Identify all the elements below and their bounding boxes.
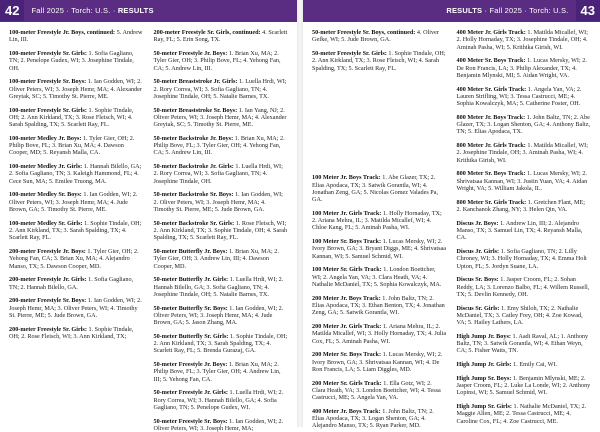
event-title: 50-meter Backstroke Sr. Boys: <box>153 191 234 199</box>
event-title: 100-meter Freestyle Sr. Boys: <box>9 78 87 86</box>
event-results: 1. Sofia Gagliano, TN; 2. Hannah Bilello, GA. <box>9 276 134 291</box>
event-title: 50-meter Breaststroke Sr. Boys: <box>153 106 238 114</box>
event-results: 1. Gretchen Flant, ME; 2. Kanchanok Zhang, NY; 3. Helen Qin, VA. <box>456 198 585 213</box>
event-results: 1. Ella Gotz, WI; 2. Clara Heath, VA; 3. London Boettcher, WI; 4. Tessa Castrucci, ME; 5. Angela Yan, VA. <box>312 379 441 402</box>
result-entry <box>312 238 447 260</box>
event-results: 4. Scarlett Ray, FL; 5. Erin Song, TX. <box>153 29 288 44</box>
event-title: 200 Meter Jr. Girls Track: <box>312 322 382 330</box>
result-entry <box>457 333 592 355</box>
event-title: 200 Meter Sr. Boys Track: <box>312 351 382 359</box>
event-title: 50-meter Freestyle Jr. Boys: <box>153 361 228 369</box>
event-results: 1. Aadi Raval, AL; 1. Anthony Baltz, TN; 3. Satwik Gorantla, WI; 4. Ethan Weyn, CA; 5. Fisher Watts, TN. <box>456 332 589 355</box>
event-results: 1. Sophie Tindale, OH; 2. Ann Kirkland, TX; 3. Sarah Spalding, TX; 4. Scarlett Ray, FL; 5. Brenda Gurazaj, GA. <box>153 332 288 355</box>
event-results: 1. Jasper Croom, FL; 2. Sohan Reddy, LA; 3. Lorenzo Balbo, FL; 4. Willem Russell, TX; 5. Devlin Kennedy, OH. <box>456 276 590 298</box>
event-results: 1. Luella Hrdi, WI; 2. Rory Correa, WI; 3. Sofia Gagliano, TN; 4. Josephine Tindale, OH; 5. Natalie Barnes, TX. <box>153 78 287 100</box>
event-title: Discus Sr. Boys: <box>456 276 499 284</box>
result-entry <box>154 78 289 100</box>
event-title: 400 Meter Sr. Boys Track: <box>456 57 526 65</box>
left-header-section: RESULTS <box>117 6 154 15</box>
event-results: 1. Luella Hrdi, WI; 2. Rory Correa, WI; 3. Sofia Gagliano, TN; 4. Josephine Tindale, OH. <box>153 163 283 185</box>
event-title: Discus Jr. Boys: <box>456 219 499 227</box>
result-entry <box>457 170 592 192</box>
column-blank-space <box>312 78 447 174</box>
result-entry <box>154 248 289 270</box>
event-results: 1. Ariana Mehra, IL; 2. Matilda Micallef, WI; 3. Holly Hornaday, TX; 4. Julia Cox, FL; 5. Aminah Pasha, WI. <box>312 322 447 345</box>
right-header-section: RESULTS <box>446 6 483 15</box>
event-results: 1. Lucas Mersky, WI; 2. De Ron Francis, LA; 3. Philip Alexander, TX; 4. Benjamin Mlynski, MI; 5. Aidan Wright, VA. <box>456 57 587 79</box>
result-entry <box>457 142 592 164</box>
result-entry <box>9 326 144 341</box>
result-entry <box>457 220 592 242</box>
event-results: 1. Sophie Tindale, OH; 2. Ann Kirkland, TX; 3. Sarah Spalding, TX; 4. Scarlett Ray, FL. <box>9 219 142 242</box>
event-results: 1. Brian Xu, MA; 2. Tyler Gier, OH; 3. Philip Bove, FL; 4. Yehong Fan, CA; 5. Andrew Lin, III. <box>153 49 281 72</box>
result-entry <box>9 191 144 213</box>
result-entry <box>154 418 289 432</box>
event-title: 50-meter Butterfly Sr. Girls: <box>153 332 229 340</box>
result-entry <box>9 248 144 270</box>
event-title: 800 Meter Sr. Boys Track: <box>456 170 526 178</box>
event-title: High Jump Sr. Girls: <box>456 403 512 411</box>
right-header-suffix: · Fall 2025 · Torch: U.S. <box>482 6 569 15</box>
result-entry <box>9 107 144 129</box>
result-entry <box>312 351 447 373</box>
event-title: 200-meter Freestyle Sr. Girls: <box>9 325 87 333</box>
event-results: 4. Oliver Gefke, WI; 5. Jude Brown, GA. <box>312 29 439 44</box>
event-results: 1. Ian Godden, WI; 2. Oliver Peters, WI; 3. Joseph Hemr, MA; <box>153 417 284 432</box>
event-title: 100 Meter Jr. Boys Track: <box>312 174 381 182</box>
right-column-1 <box>312 29 447 430</box>
right-page-number: 43 <box>576 0 600 21</box>
result-entry <box>457 305 592 327</box>
right-columns <box>312 29 591 430</box>
event-title: 50-meter Freestyle Jr. Girls: <box>153 389 228 397</box>
event-results: 1. Benjamin Mlynski, ME; 2. Jasper Croom, FL; 2. Luke La Londe, WI; 2. Anthony Lopinsi, WI; 5. Samuel Schmid, WI. <box>456 374 591 397</box>
event-title: 50-meter Backstroke Sr. Girls: <box>153 219 235 227</box>
result-entry <box>312 174 447 203</box>
event-title: 100-meter Freestyle Sr. Girls: <box>9 49 87 57</box>
result-entry <box>154 135 289 157</box>
event-title: 200 Meter Sr. Girls Track: <box>312 379 382 387</box>
result-entry <box>457 57 592 79</box>
event-title: High Jump Jr. Girls: <box>456 361 512 369</box>
result-entry <box>312 50 447 72</box>
event-title: 800 Meter Jr. Girls Track: <box>456 142 526 150</box>
event-title: 800 Meter Jr. Boys Track: <box>456 113 526 121</box>
event-results: 1. John Baltz, TN; 2. Elias Apodaca, TX; 3. Ethan Benton, TX; 4. Jonathan Zeng, GA; 5. Satwik Gorantla, WI. <box>312 294 445 317</box>
event-title: High Jump Sr. Boys: <box>456 374 512 382</box>
event-title: 100-meter Medley Jr. Boys: <box>9 134 82 142</box>
event-results: 1. Matilda Micallef, WI; 2. Holly Hornaday, TX; 3. Josephine Tindale, OH; 4. Aminah Pasha, WI; 5. Krithika Girish, WI. <box>456 29 588 51</box>
result-entry <box>457 86 592 108</box>
event-results: 1. Abe Glazer, TX; 2. Elias Apodaca, TX; 3. Satwik Gorantla, WI; 4. Jonathan Zeng, GA; 5. Nicolas Gomez Valades Pa, GA. <box>312 174 439 204</box>
event-title: 200-meter Freestyle Sr. Boys: <box>9 297 87 305</box>
event-title: 50-meter Butterfly Sr. Boys: <box>153 304 228 312</box>
event-title: 50-meter Backstroke Jr. Girls: <box>153 163 234 171</box>
event-results: 1. Brian Xu, MA; 2. Philip Bove, FL; 3. Tyler Gier, OH; 4. Andrew Lin, III; 5. Yehong Fan, CA. <box>153 361 281 383</box>
event-title: 50-meter Freestyle Sr. Boys: <box>153 417 228 425</box>
event-title: 200 Meter Jr. Boys Track: <box>312 294 381 302</box>
event-results: 1. Hannah Bilello, GA; 2. Sofia Gagliano, TN; 3. Kaleigh Hammond, FL; 4. Cece Sun, MA; 5. Emilee Truong, MA. <box>9 163 142 185</box>
result-entry <box>312 323 447 345</box>
event-title: 400 Meter Jr. Girls Track: <box>456 29 526 36</box>
left-page-number: 42 <box>0 0 24 21</box>
event-title: 400 Meter Sr. Girls Track: <box>456 85 527 93</box>
result-entry <box>9 135 144 157</box>
event-title: 200-meter Freestyle Jr. Girls: <box>9 276 87 284</box>
right-column-1-top <box>312 29 447 72</box>
event-title: 50-meter Breaststroke Jr. Girls: <box>153 78 238 86</box>
result-entry <box>154 163 289 185</box>
event-title: 100 Meter Sr. Boys Track: <box>312 238 382 246</box>
result-entry <box>312 29 447 44</box>
event-results: 1. Ian Godden, WI; 2. Oliver Peters, WI; 3. Joseph Hemr, MA; 4. Jude Brown, GA; 5. Timothy St. Pierre, ME. <box>9 191 138 213</box>
right-page-header <box>303 0 600 22</box>
event-results: 1. Emily Cai, WI. <box>511 361 558 369</box>
result-entry <box>9 29 144 44</box>
result-entry <box>312 210 447 232</box>
result-entry <box>9 297 144 319</box>
result-entry <box>154 361 289 383</box>
event-results: 1. Sophie Tindale, OH; 2. Rose Fleisch, WI; 3. Ann Kirkland, TX; <box>9 325 134 340</box>
right-column-1-bottom <box>312 174 447 429</box>
event-title: 100 Meter Jr. Girls Track: <box>312 209 382 217</box>
event-title: 100-meter Medley Sr. Boys: <box>9 191 82 199</box>
result-entry <box>9 276 144 291</box>
result-entry <box>9 163 144 185</box>
event-results: 1. John Baltz, TN; 2. Abe Glazer, TX; 3. Logan Shenton, GA; 4. Anthony Baltz, TN; 5. Elias Apodaca, TX. <box>456 113 591 136</box>
result-entry <box>154 276 289 298</box>
event-results: 1. Sofia Gagliano, TN; 2. Lilly Chroney, WI; 3. Holly Hornaday, TX; 4. Emma Holt Upton, FL; 5. Jordyn Suane, LA. <box>456 247 587 270</box>
event-title: 50-meter Freestyle Sr. Boys, continued: <box>312 29 416 36</box>
event-title: 100-meter Freestyle Sr. Girls: <box>9 106 87 114</box>
result-entry <box>9 50 144 72</box>
event-title: 50-meter Butterfly Jr. Boys: <box>153 247 228 255</box>
result-entry <box>154 191 289 213</box>
event-title: 400 Meter Jr. Boys Track: <box>312 407 381 415</box>
right-column-2 <box>457 29 592 425</box>
result-entry <box>154 305 289 327</box>
left-page <box>0 0 297 432</box>
event-results: 1. Luella Hrdi, WI; 2. Rory Correa, WI; 3. Hannah Bilello, GA; 4. Sofia Gagliano, TN; 5. Penelope Gudex, WI. <box>153 389 284 411</box>
event-results: 1. Tyler Gier, OH; 2. Philip Bove, FL; 3. Brian Xu, MA; 4. Dawson Cooper, MD; 5. Reyansh Malla, CA. <box>9 134 135 157</box>
event-results: 1. Sophie Tindale, OH; 2. Ann Kirkland, TX; 3. Rose Fleisch, WI; 4. Sarah Spalding, TX; 5. Scarlett Ray, FL. <box>312 49 446 72</box>
result-entry <box>9 220 144 242</box>
result-entry <box>457 29 592 51</box>
event-results: 1. Emy Shiloh, TX; 2. Nathalie McDaniel, TX; 3. Catley Frey, OH; 4. Zoe Kowad, VA; 5. Hailey Lathers, LA. <box>456 304 583 327</box>
event-results: 1. Lucas Mersky, WI; 2. Ivory Brown, GA; 3. Shrivatsaa Kannan, WI; 4. De Ron Francis, LA; 5. Liam Diggles, MD. <box>312 351 443 373</box>
event-results: 1. Brian Xu, MA; 2. Philip Bove, FL; 3. Tyler Gier, OH; 4. Yehong Fan, CA; 5. Andrew Lin, III. <box>153 134 285 157</box>
event-results: 1. Lucas Mersky, WI; 2. Ivory Brown, GA; 3. Bryant Diggs, ME; 4. Shrivatsaa Kannan, WI; 5. Samuel Schmid, WI. <box>312 238 447 260</box>
result-entry <box>312 295 447 317</box>
result-entry <box>9 78 144 100</box>
event-results: 1. Ian Godden, WI; 2. Oliver Peters, WI; 3. Joseph Hemr, MA; 4. Alexander Greytak, SC; 5. Timothy St. Pierre, ME. <box>9 78 142 100</box>
event-results: 1. London Boettcher, WI; 2. Angela Yan, VA; 3. Clara Heath, VA; 4. Nathalie McDaniel, TX; 5. Sophia Kowalczyk, MA. <box>312 266 442 288</box>
event-results: 1. Nathalie McDaniel, TX; 2. Maggie Allen, ME; 2. Tessa Castrucci, ME; 4. Caroline Cox, FL; 4. Zoe Castrucci, ME. <box>456 403 587 425</box>
event-title: 100-meter Freestyle Jr. Boys, continued: <box>9 29 116 36</box>
left-page-header <box>0 0 297 22</box>
event-title: 50-meter Freestyle Sr. Girls: <box>312 49 387 57</box>
event-title: 50-meter Freestyle Jr. Boys: <box>153 49 228 57</box>
event-results: 1. Rose Fleisch, WI; 2. Ann Kirkland, TX; 3. Sophie Tindale, OH; 4. Sarah Spalding, TX; 5. Scarlett Ray, FL. <box>153 219 288 242</box>
right-header-label <box>303 0 576 21</box>
result-entry <box>312 408 447 430</box>
result-entry <box>154 389 289 411</box>
event-results: 1. Angela Yan, VA; 2. Lauren Strifling, WI; 3. Tessa Castrucci, ME; 4. Sophia Kowalczyk, MA; 5. Catherine Foster, OH. <box>456 85 582 108</box>
event-results: 1. Matilda Micallef, WI; 2. Josephine Tindale, OH; 3. Aminah Pasha, WI; 4. Krithika Girish, WI. <box>456 142 588 164</box>
left-column-2 <box>153 29 289 432</box>
event-results: 1. Ian Yang, NJ; 2. Oliver Peters, WI; 3. Joseph Hemr, MA; 4. Alexander Greytak, SC; 5. Timothy St. Pierre, ME. <box>153 106 287 129</box>
event-title: 100-meter Medley Sr. Girls: <box>9 219 83 227</box>
result-entry <box>312 266 447 288</box>
result-entry <box>457 375 592 397</box>
event-results: 1. Andrew Lin, III; 2. Alejandro Manso, TX; 3. Samuel Lin, TX; 4. Reyansh Malla, CA. <box>456 219 583 242</box>
result-entry <box>457 199 592 214</box>
result-entry <box>457 276 592 298</box>
result-entry <box>154 333 289 355</box>
event-results: 1. Ian Godden, WI; 2. Joseph Hemr, MA; 3. Oliver Peters, WI; 4. Timothy St. Pierre, ME; 5. Jude Brown, GA. <box>9 297 142 319</box>
event-results: 1. Holly Hornaday, TX; 2. Ariana Mehra, IL; 3. Matilda Micallef, WI; 4. Chloe Kang, FL; 5. Aminah Pasha, WI. <box>312 209 442 232</box>
event-results: 1. Luella Hrdi, WI; 2. Hannah Bilello, GA; 3. Sofia Gagliano, TN; 4. Josephine Tindale, OH; 5. Natalie Barnes, TX. <box>153 276 284 298</box>
result-entry <box>457 248 592 270</box>
event-title: 800 Meter Sr. Girls Track: <box>456 198 527 206</box>
result-entry <box>154 107 289 129</box>
right-page <box>303 0 600 430</box>
event-results: 1. Tyler Gier, OH; 2. Yehong Fan, CA; 3. Brian Xu, MA; 4. Alejandro Manso, TX; 5. Dawson Cooper, MD. <box>9 247 139 270</box>
result-entry <box>457 114 592 136</box>
event-title: 200-meter Freestyle Sr. Girls, continued: <box>153 29 261 36</box>
result-entry <box>154 50 289 72</box>
event-results: 1. Ian Godden, WI; 2. Oliver Peters, WI; 3. Joseph Hemr, MA; 4. Timothy St. Pierre, ME; 5. Jude Brown, GA. <box>153 191 283 213</box>
result-entry <box>312 380 447 402</box>
event-title: High Jump Jr. Boys: <box>456 332 511 340</box>
left-columns <box>9 29 288 432</box>
event-title: 100-meter Medley Jr. Girls: <box>9 163 83 171</box>
event-results: 1. Brian Xu, MA; 2. Tyler Gier, OH; 3. Andrew Lin, III; 4. Dawson Cooper, MD. <box>153 247 279 270</box>
event-results: 5. Andrew Lin, III. <box>9 29 143 44</box>
result-entry <box>457 403 592 425</box>
result-entry <box>457 361 592 368</box>
event-title: 50-meter Backstroke Jr. Boys: <box>153 134 234 142</box>
event-results: 1. John Baltz, TN; 2. Elias Apodaca, TX; 3. Logan Shenton, GA; 4. Alejandro Manso, TX; 5. Ryan Parker, MD. <box>312 407 434 430</box>
event-results: 1. Lucas Mersky, WI; 2. Shrivatsaa Kannan, WI; 3. Justin Yuan, VA; 4. Aidan Wright, VA; 5. William Jakola, IL. <box>456 170 588 192</box>
event-title: 50-meter Butterfly Jr. Girls: <box>153 276 229 284</box>
left-column-1 <box>9 29 144 425</box>
event-title: 200-meter Freestyle Jr. Boys: <box>9 247 86 255</box>
left-header-label <box>24 0 297 21</box>
event-results: 1. Sophie Tindale, OH; 2. Ann Kirkland, TX; 3. Rose Fleisch, WI; 4. Sarah Spalding, TX; 5. Scarlett Ray, FL. <box>9 106 134 129</box>
event-title: 100 Meter Sr. Girls Track: <box>312 266 382 274</box>
event-results: 1. Sofia Gagliano, TN; 2. Penelope Gudex, WI; 3. Josephine Tindale, OH. <box>9 49 134 72</box>
result-entry <box>154 29 289 44</box>
left-header-prefix: Fall 2025 · Torch: U.S. · <box>31 6 118 15</box>
event-title: Discus Jr. Girls: <box>456 247 500 255</box>
result-entry <box>154 220 289 242</box>
event-results: 1. Ian Godden, WI; 2. Oliver Peters, WI; 3. Joseph Hemr, MA; 4. Jude Brown, GA; 5. Jason Zhang, MA. <box>153 304 284 327</box>
event-title: Discus Sr. Girls: <box>456 304 500 312</box>
